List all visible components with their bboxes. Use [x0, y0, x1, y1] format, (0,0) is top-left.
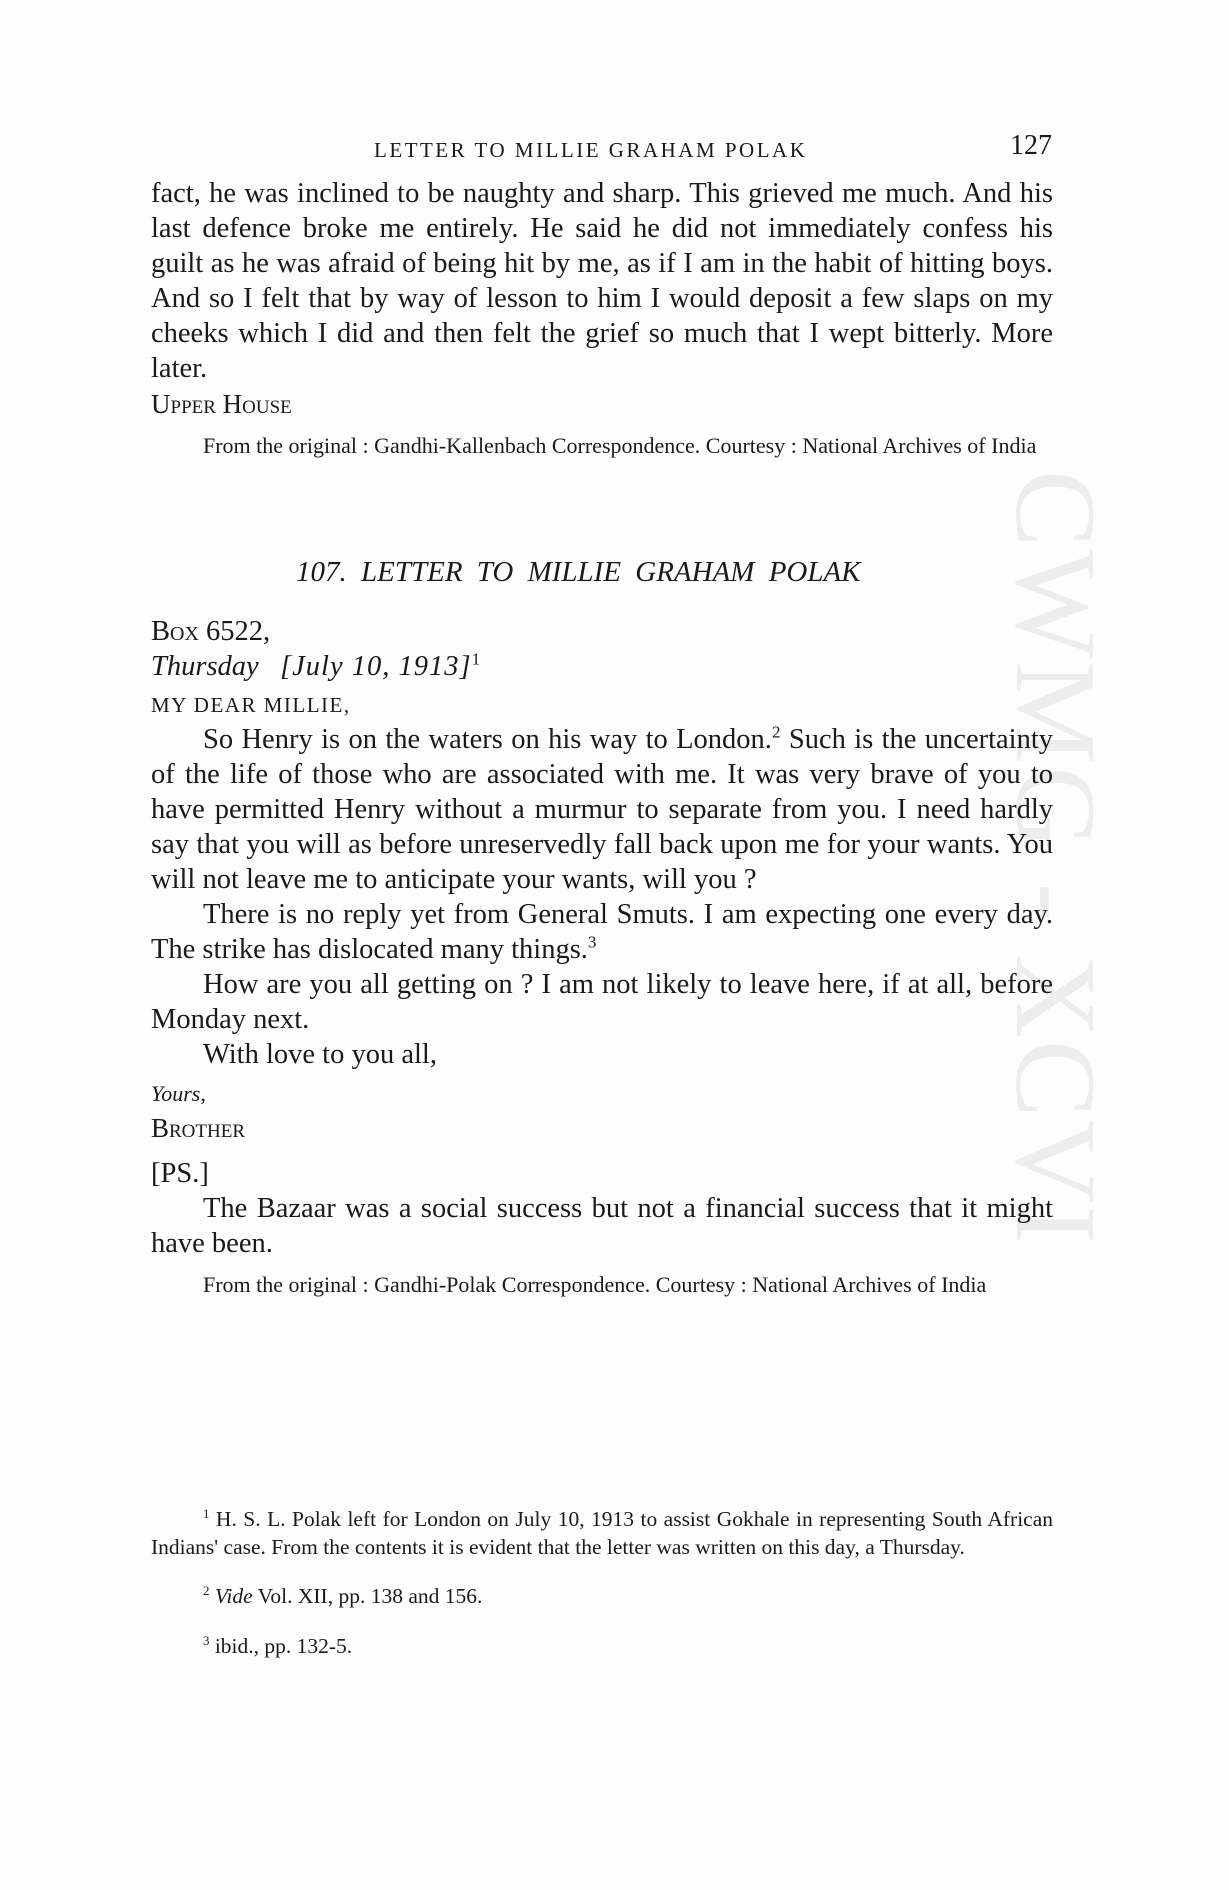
letter-paragraph-4: With love to you all,: [203, 1039, 437, 1070]
previous-letter: [151, 176, 1053, 482]
footnote-3-mark: 3: [203, 1633, 210, 1648]
letter-title: 107. LETTER TO MILLIE GRAHAM POLAK: [296, 556, 861, 588]
letter-date: [151, 649, 1053, 684]
footnote-2-vide: Vide: [214, 1584, 253, 1608]
previous-letter-source: From the original : Gandhi-Kallenbach Correspondence. Courtesy : National Archives of India: [203, 433, 1037, 458]
postscript-text: The Bazaar was a social success but not a financial success that it might have been.: [151, 1193, 1053, 1259]
letter-date-day: Thursday: [151, 651, 259, 682]
footnotes: [151, 1483, 1053, 1681]
letter-paragraph-3: How are you all getting on ? I am not likely to leave here, if at all, before Monday next.: [151, 969, 1053, 1035]
previous-letter-body: fact, he was inclined to be naughty and sharp. This grieved me much. And his last defence broke me entirely. He said he did not immediately confess his guilt as he was afraid of being hit by me, as if I am in the habit of hitting boys. And so I felt that by way of lesson to him I would deposit a few slaps on my cheeks which I did and then felt the grief so much that I wept bitterly. More later.: [151, 178, 1053, 384]
previous-letter-signature: Upper House: [151, 389, 292, 419]
letter-paragraph-1-a: So Henry is on the waters on his way to London.: [203, 724, 772, 755]
footnote-1-text: H. S. L. Polak left for London on July 10, 1913 to assist Gokhale in representing South African Indians' case. From the contents it is evident that the letter was written on this day, a Thursday.: [151, 1506, 1053, 1559]
postscript-label: [PS.]: [151, 1158, 209, 1189]
letter-signature: Brother: [151, 1113, 246, 1143]
letter-address: Box 6522,: [151, 616, 271, 647]
letter-date-bracket: [July 10, 1913]: [280, 651, 472, 682]
letter-closing: Yours,: [151, 1081, 206, 1106]
footnote-2-mark: 2: [203, 1583, 210, 1598]
footnote-2: [151, 1582, 1053, 1610]
letter-paragraph-1: [151, 722, 1053, 897]
footnote-1: [151, 1505, 1053, 1561]
footnote-ref-3: 3: [587, 932, 597, 952]
page-number: 127: [1010, 130, 1052, 161]
footnote-ref-1: 1: [471, 649, 481, 669]
letter-paragraph-2-a: There is no reply yet from General Smuts. I am expecting one every day. The strike has dislocated many things.: [151, 899, 1053, 965]
footnote-2-text: Vol. XII, pp. 138 and 156.: [252, 1584, 483, 1608]
watermark: CWMG - XCVI: [991, 470, 1119, 1246]
footnote-3: [151, 1632, 1053, 1660]
letter-107: [151, 614, 1053, 1321]
letter-source: From the original : Gandhi-Polak Correspondence. Courtesy : National Archives of India: [203, 1272, 987, 1297]
running-header: LETTER TO MILLIE GRAHAM POLAK: [374, 138, 808, 162]
letter-paragraph-1-b: Such is the uncertainty of the life of those who are associated with me. It was very brave of you to have permitted Henry without a murmur to separate from you. I need hardly say that you will as before unreservedly fall back upon me for your wants. You will not leave me to anticipate your wants, will you ?: [151, 724, 1053, 895]
letter-salutation: MY DEAR MILLIE,: [151, 693, 351, 717]
footnote-1-mark: 1: [203, 1506, 210, 1521]
footnote-ref-2: 2: [771, 722, 781, 742]
footnote-3-text: ibid., pp. 132-5.: [214, 1633, 353, 1658]
letter-paragraph-2: [151, 897, 1053, 967]
